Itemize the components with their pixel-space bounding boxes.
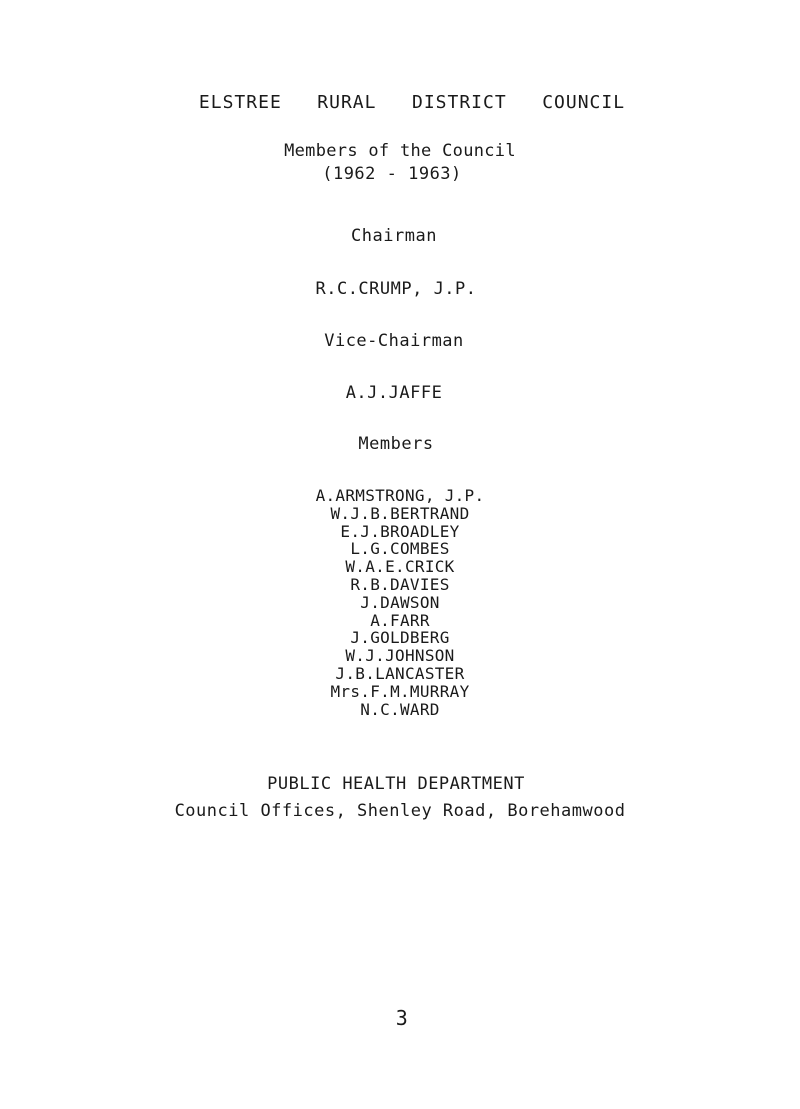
member-name: A.ARMSTRONG, J.P.	[315, 486, 485, 505]
member-name: R.B.DAVIES	[350, 574, 450, 594]
member-name: N.C.WARD	[360, 699, 440, 719]
office-address: Council Offices, Shenley Road, Borehamwood	[174, 801, 626, 821]
member-name: L.G.COMBES	[350, 539, 450, 559]
department-name: PUBLIC HEALTH DEPARTMENT	[267, 774, 525, 794]
member-name: W.J.JOHNSON	[345, 646, 455, 666]
vice-chairman-name: A.J.JAFFE	[345, 383, 443, 403]
members-list	[0, 487, 800, 718]
member-name: Mrs.F.M.MURRAY	[330, 681, 470, 701]
chairman-heading: Chairman	[351, 226, 437, 246]
member-name: E.J.BROADLEY	[340, 521, 460, 541]
chairman-name: R.C.CRUMP, J.P.	[315, 279, 477, 299]
term-period: (1962 - 1963)	[322, 164, 462, 184]
member-name: W.J.B.BERTRAND	[330, 503, 470, 523]
member-name: A.FARR	[370, 610, 430, 630]
page-number: 3	[395, 1006, 409, 1030]
vice-chairman-heading: Vice-Chairman	[324, 331, 464, 351]
council-title: ELSTREE RURAL DISTRICT COUNCIL	[198, 92, 626, 113]
member-name: J.GOLDBERG	[350, 628, 450, 648]
members-heading: Members	[358, 434, 434, 454]
member-name: J.DAWSON	[360, 592, 440, 612]
member-name: J.B.LANCASTER	[335, 663, 465, 683]
member-name: W.A.E.CRICK	[345, 557, 455, 577]
members-subtitle: Members of the Council	[284, 141, 516, 161]
